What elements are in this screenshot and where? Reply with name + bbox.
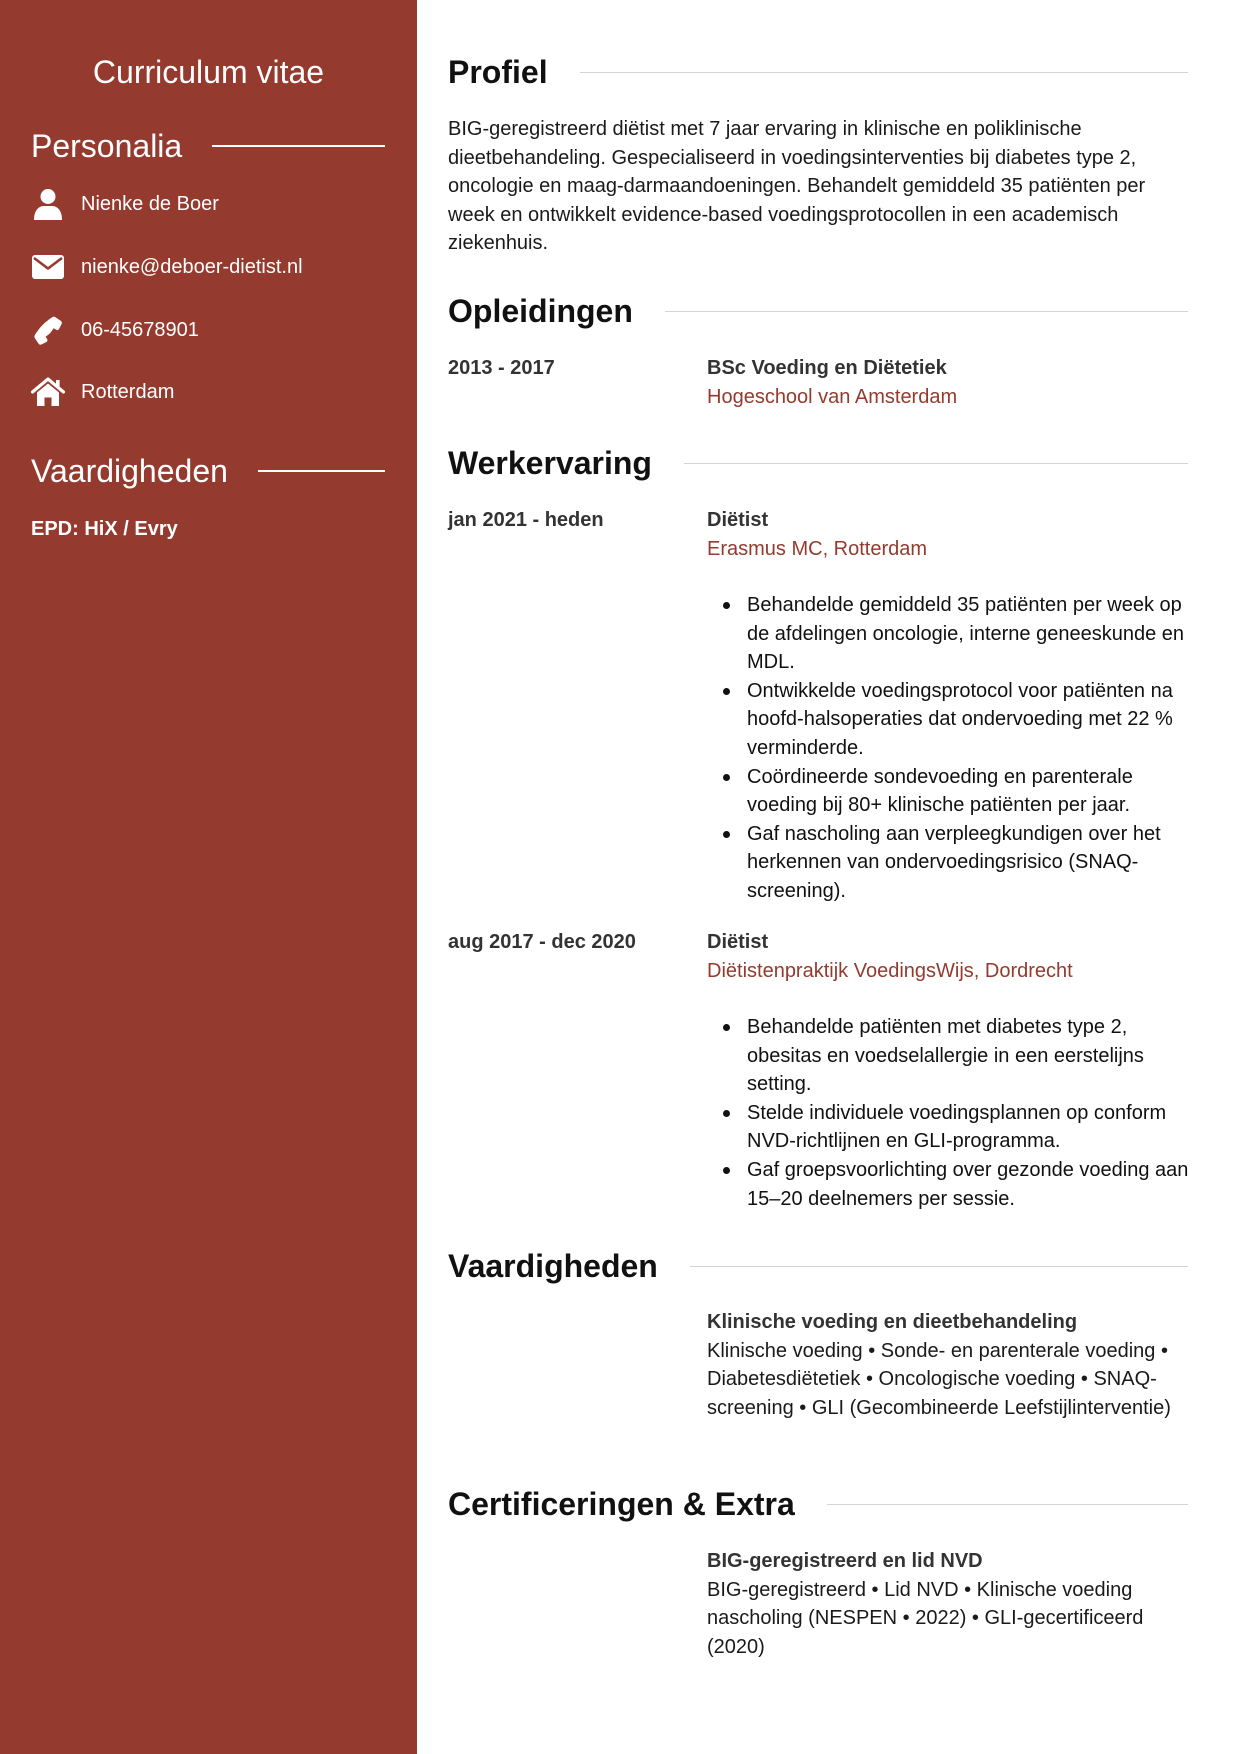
certifications-text: BIG-geregistreerd • Lid NVD • Klinische voeding nascholing (NESPEN • 2022) • GLI-gecertificeerd (2020) bbox=[707, 1578, 1144, 1658]
contact-phone[interactable] bbox=[31, 313, 199, 347]
contact-email[interactable] bbox=[31, 250, 303, 284]
document-title: Curriculum vitae bbox=[92, 54, 325, 90]
experience-heading-label: Werkervaring bbox=[448, 445, 652, 481]
experience-bullets-2 bbox=[706, 1013, 1206, 1213]
sidebar-skills-heading-label: Vaardigheden bbox=[31, 453, 228, 489]
list-item: Gaf nascholing aan verpleegkundigen over het herkennen van ondervoedingsrisico (SNAQ-screening). bbox=[706, 820, 1206, 906]
sidebar-skills-heading bbox=[31, 451, 385, 491]
personalia-divider bbox=[212, 145, 385, 147]
education-period: 2013 - 2017 bbox=[448, 357, 555, 379]
personalia-heading bbox=[31, 126, 385, 166]
contact-name bbox=[31, 187, 219, 221]
skills-heading bbox=[448, 1246, 1188, 1286]
experience-heading bbox=[448, 443, 1188, 483]
experience-divider bbox=[684, 463, 1188, 464]
education-heading bbox=[448, 291, 1188, 331]
list-item: Ontwikkelde voedingsprotocol voor patiënten na hoofd-halsoperaties dat ondervoeding met 22 % verminderde. bbox=[706, 677, 1206, 763]
certifications-heading-label: Certificeringen & Extra bbox=[448, 1486, 795, 1522]
certifications-divider bbox=[827, 1504, 1188, 1505]
experience-employer-1: Erasmus MC, Rotterdam bbox=[707, 537, 928, 560]
phone-icon bbox=[31, 313, 65, 347]
experience-entry-1 bbox=[707, 506, 1197, 563]
home-icon bbox=[31, 375, 65, 409]
list-item: Stelde individuele voedingsplannen op conform NVD-richtlijnen en GLI-programma. bbox=[706, 1099, 1206, 1156]
sidebar-skill-item: EPD: HiX / Evry bbox=[31, 518, 178, 540]
certifications-entry bbox=[707, 1547, 1197, 1661]
experience-employer-2: Diëtistenpraktijk VoedingsWijs, Dordrecht bbox=[707, 959, 1073, 982]
experience-bullets-1 bbox=[706, 591, 1206, 906]
experience-period-2: aug 2017 - dec 2020 bbox=[448, 931, 636, 953]
sidebar bbox=[0, 0, 417, 1754]
education-degree: BSc Voeding en Diëtetiek bbox=[707, 357, 947, 379]
education-heading-label: Opleidingen bbox=[448, 293, 633, 329]
profile-heading bbox=[448, 52, 1188, 92]
experience-role-1: Diëtist bbox=[707, 509, 769, 531]
certifications-category: BIG-geregistreerd en lid NVD bbox=[707, 1550, 983, 1572]
education-school: Hogeschool van Amsterdam bbox=[707, 385, 958, 408]
profile-heading-label: Profiel bbox=[448, 54, 548, 90]
sidebar-skills-divider bbox=[258, 470, 385, 472]
user-icon bbox=[31, 187, 65, 221]
experience-role-2: Diëtist bbox=[707, 931, 769, 953]
skills-text: Klinische voeding • Sonde- en parenterale voeding • Diabetesdiëtetiek • Oncologische voeding • SNAQ-screening • GLI (Gecombineerde Leefstijlinterventie) bbox=[707, 1339, 1171, 1419]
skills-entry bbox=[707, 1308, 1197, 1422]
contact-email-label[interactable]: nienke@deboer-dietist.nl bbox=[81, 256, 303, 278]
experience-period-1: jan 2021 - heden bbox=[448, 509, 604, 531]
education-divider bbox=[665, 311, 1188, 312]
skills-heading-label: Vaardigheden bbox=[448, 1248, 658, 1284]
contact-name-label: Nienke de Boer bbox=[81, 193, 219, 215]
personalia-heading-label: Personalia bbox=[31, 128, 183, 164]
list-item: Gaf groepsvoorlichting over gezonde voeding aan 15–20 deelnemers per sessie. bbox=[706, 1156, 1206, 1213]
list-item: Coördineerde sondevoeding en parenterale voeding bij 80+ klinische patiënten per jaar. bbox=[706, 763, 1206, 820]
contact-location bbox=[31, 375, 174, 409]
list-item: Behandelde gemiddeld 35 patiënten per week op de afdelingen oncologie, interne geneeskunde en MDL. bbox=[706, 591, 1206, 677]
certifications-heading bbox=[448, 1484, 1188, 1524]
list-item: Behandelde patiënten met diabetes type 2, obesitas en voedselallergie in een eerstelijns setting. bbox=[706, 1013, 1206, 1099]
contact-phone-label[interactable]: 06-45678901 bbox=[81, 319, 199, 341]
profile-text: BIG-geregistreerd diëtist met 7 jaar ervaring in klinische en poliklinische dieetbehandeling. Gespecialiseerd in voedingsinterventies bij diabetes type 2, oncologie en maag-darmaandoeningen. Behandelt gemiddeld 35 patiënten per week en ontwikkelt evidence-based voedingsprotocollen in een academisch ziekenhuis. bbox=[448, 118, 1146, 254]
envelope-icon bbox=[31, 250, 65, 284]
experience-entry-2 bbox=[707, 928, 1197, 985]
contact-location-label: Rotterdam bbox=[81, 381, 175, 403]
skills-divider bbox=[690, 1266, 1188, 1267]
profile-divider bbox=[580, 72, 1188, 73]
skills-category: Klinische voeding en dieetbehandeling bbox=[707, 1311, 1078, 1333]
education-entry bbox=[707, 354, 1197, 411]
